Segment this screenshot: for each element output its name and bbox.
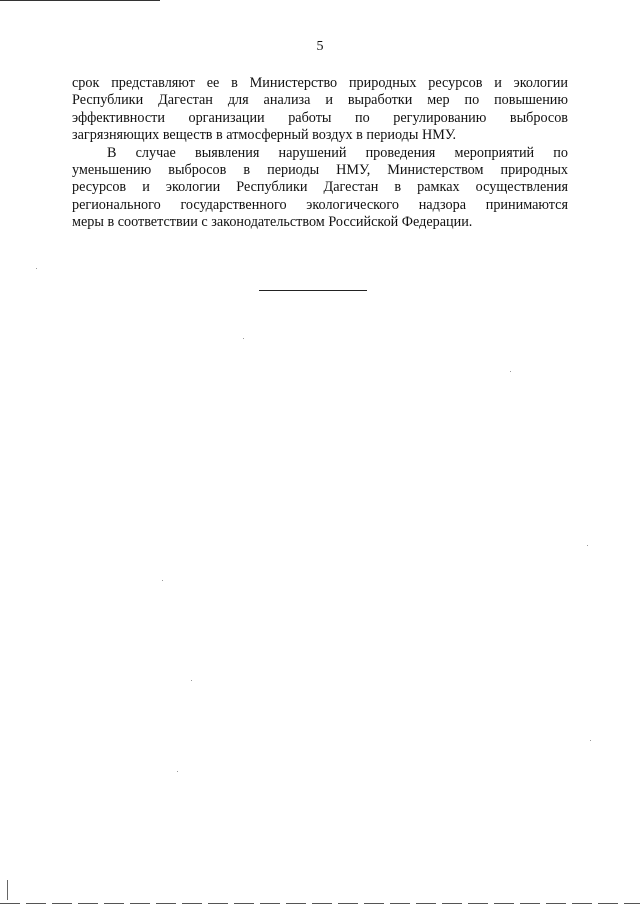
end-of-document-rule	[259, 290, 367, 291]
scan-edge-left	[7, 880, 8, 900]
text-line: уменьшению выбросов в периоды НМУ, Министерством природных	[72, 161, 568, 178]
scan-edge-top	[0, 0, 160, 1]
page-number: 5	[316, 39, 324, 54]
scan-speck	[243, 338, 244, 339]
scan-speck	[590, 740, 591, 741]
text-line: Республики Дагестан для анализа и выработки мер по повышению	[72, 92, 568, 109]
scan-speck	[510, 371, 511, 372]
text-line: меры в соответствии с законодательством Российской Федерации.	[72, 214, 473, 231]
text-line: загрязняющих веществ в атмосферный воздух в периоды НМУ.	[72, 127, 457, 144]
text-line: эффективности организации работы по регулированию выбросов	[72, 109, 568, 126]
scan-speck	[36, 268, 37, 269]
paragraph-1	[72, 75, 568, 145]
text-line: регионального государственного экологического надзора принимаются	[72, 196, 568, 213]
text-line: В случае выявления нарушений проведения мероприятий по	[107, 144, 568, 161]
scan-edge-bottom	[0, 903, 640, 904]
text-line: срок представляют ее в Министерство природных ресурсов и экологии	[72, 75, 568, 91]
scan-speck	[587, 545, 588, 546]
paragraph-2	[72, 145, 568, 232]
scan-speck	[191, 680, 192, 681]
document-body	[72, 75, 568, 232]
scan-speck	[162, 580, 163, 581]
scan-speck	[177, 771, 178, 772]
text-line: ресурсов и экологии Республики Дагестан в рамках осуществления	[72, 179, 568, 196]
